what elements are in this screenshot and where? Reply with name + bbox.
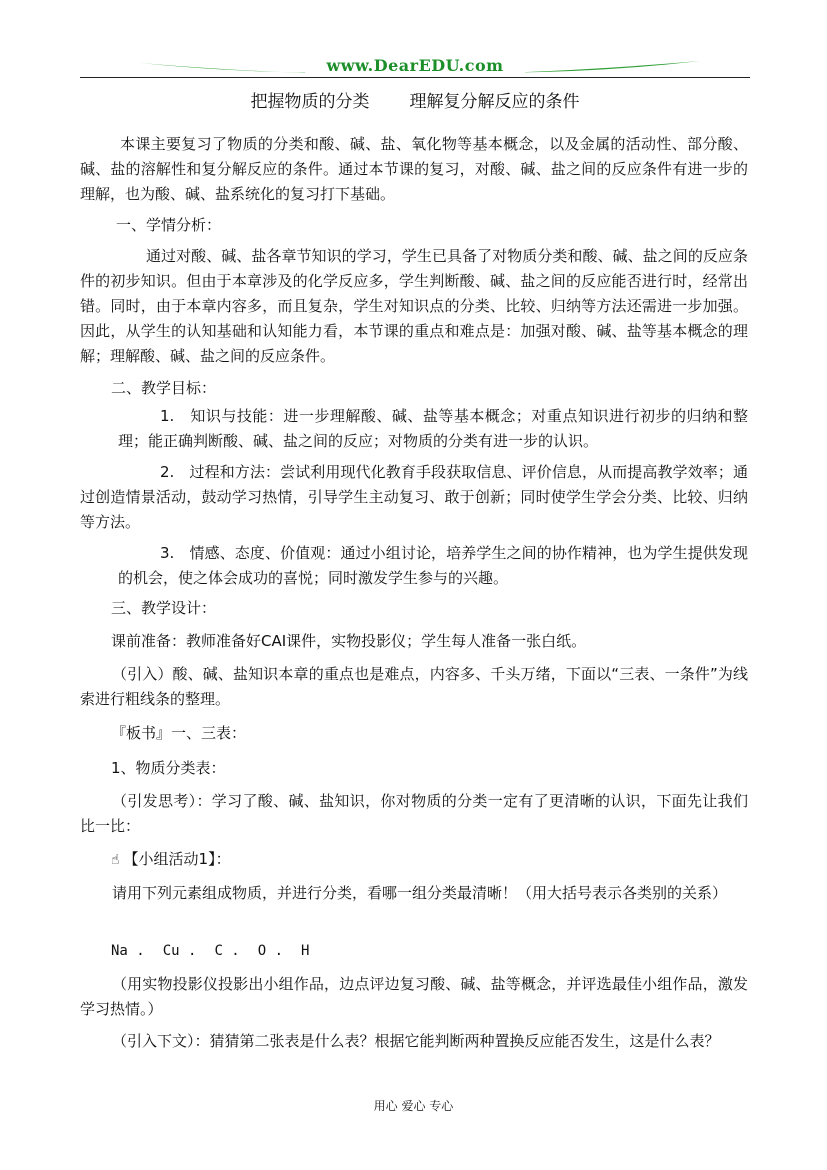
site-logo: www.DearEDU.com <box>305 57 525 75</box>
lead-in-text: （引入）酸、碱、盐知识本章的重点也是难点，内容多、千头万绪，下面以“三表、一条件”为线索进行粗线条的整理。 <box>80 665 748 708</box>
element-item: O . <box>257 943 284 959</box>
board-text: 『板书』一、三表： <box>111 724 247 742</box>
pointing-hand-icon: ☝ <box>111 852 120 868</box>
element-item: Na . <box>111 943 145 959</box>
element-item: Cu . <box>162 943 197 959</box>
section1-heading: 一、学情分析： <box>116 216 222 234</box>
element-item: C . <box>214 943 240 959</box>
preparation-text: 课前准备：教师准备好CAI课件，实物投影仪；学生每人准备一张白纸。 <box>111 632 587 650</box>
header-rule <box>80 77 750 78</box>
goal-item-2: 2. 过程和方法：尝试利用现代化教育手段获取信息、评价信息，从而提高教学效率；通过创造情景活动，鼓动学习热情，引导学生主动复习、敢于创新；同时使学生学会分类、比较、归纳等方法。 <box>80 463 748 531</box>
activity-task: 请用下列元素组成物质，并进行分类，看哪一组分类最清晰！（用大括号表示各类别的关系） <box>112 884 728 902</box>
page-title <box>80 91 750 113</box>
element-list <box>111 939 741 964</box>
activity-line <box>111 847 741 873</box>
review-text: （用实物投影仪投影出小组作品，边点评边复习酸、碱、盐等概念，并评选最佳小组作品，激发学习热情。） <box>80 975 748 1018</box>
goal-item-1: 1. 知识与技能：进一步理解酸、碱、盐等基本概念；对重点知识进行初步的归纳和整理；能正确判断酸、碱、盐之间的反应；对物质的分类有进一步的认识。 <box>118 407 748 450</box>
title-part-1: 把握物质的分类 <box>250 92 370 112</box>
page-header <box>80 55 750 81</box>
section2-heading: 二、教学目标： <box>111 379 217 397</box>
element-item: H <box>301 943 310 959</box>
section3-heading: 三、教学设计： <box>111 599 217 617</box>
goal-item-3: 3. 情感、态度、价值观：通过小组讨论，培养学生之间的协作精神，也为学生提供发现的机会，使之体会成功的喜悦；同时激发学生参与的兴趣。 <box>118 544 748 587</box>
intro-paragraph: 本课主要复习了物质的分类和酸、碱、盐、氧化物等基本概念，以及金属的活动性、部分酸、碱、盐的溶解性和复分解反应的条件。通过本节课的复习，对酸、碱、盐之间的反应条件有进一步的理解，也为酸、碱、盐系统化的复习打下基础。 <box>80 135 748 203</box>
next-lead-in: （引入下文）：猜猜第二张表是什么表？根据它能判断两种置换反应能否发生，这是什么表？ <box>112 1032 720 1050</box>
thinking-prompt: （引发思考）：学习了酸、碱、盐知识，你对物质的分类一定有了更清晰的认识，下面先让我们比一比： <box>80 792 748 835</box>
page-footer: 用心 爱心 专心 <box>373 1099 454 1113</box>
section1-body: 通过对酸、碱、盐各章节知识的学习，学生已具备了对物质分类和酸、碱、盐之间的反应条件的初步知识。但由于本章涉及的化学反应多，学生判断酸、碱、盐之间的反应能否进行时，经常出错。同时，由于本章内容多，而且复杂，学生对知识点的分类、比较、归纳等方法还需进一步加强。因此，从学生的认知基础和认知能力看，本节课的重点和难点是：加强对酸、碱、盐等基本概念的理解；理解酸、碱、盐之间的反应条件。 <box>80 247 748 365</box>
activity-label: 【小组活动1】： <box>123 850 231 868</box>
table1-heading: 1、物质分类表： <box>111 759 226 777</box>
title-part-2: 理解复分解反应的条件 <box>409 92 580 112</box>
